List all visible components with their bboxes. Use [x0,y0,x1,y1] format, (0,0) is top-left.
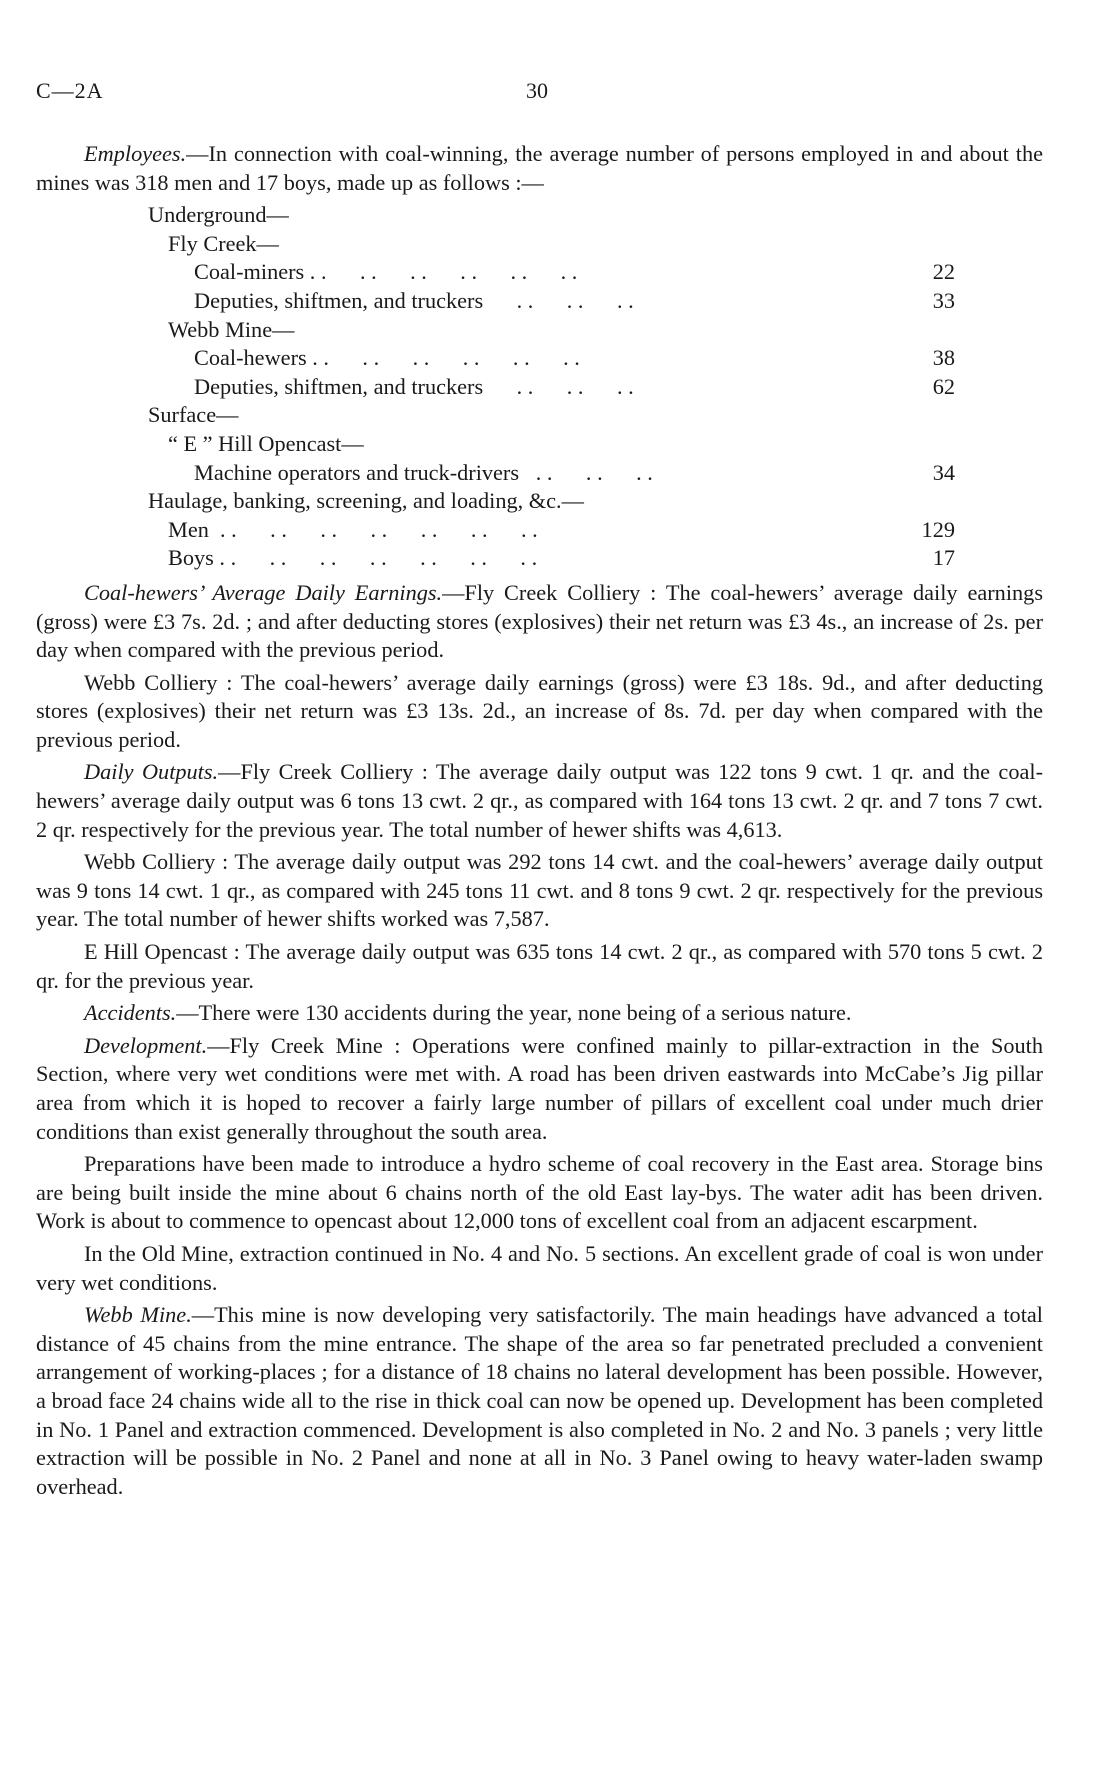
outputs-ehill-paragraph: E Hill Opencast : The average daily output was 635 tons 14 cwt. 2 qr., as compared with 570 tons 5 cwt. 2 qr. for the previous year. [36,939,1043,993]
employees-paragraph [36,140,1043,197]
document-body [36,140,1043,1505]
row-value: 38 [932,345,955,371]
accidents-paragraph [36,999,1043,1028]
earnings-heading: Coal-hewers’ Average Daily Earnings. [84,579,443,605]
document-reference: C—2A [36,78,104,103]
table-row [36,344,1043,373]
row-label: Haulage, banking, screening, and loading, &c.— [148,488,584,514]
page-number: 30 [526,78,548,103]
table-row [36,544,1043,573]
outputs-paragraph [36,758,1043,844]
row-label: Surface— [148,402,239,428]
development-heading: Development. [84,1032,208,1058]
row-value: 33 [932,287,955,313]
row-label: Coal-hewers . . . . . . . . . . . . [194,345,580,371]
table-row [36,316,1043,345]
outputs-webb-paragraph: Webb Colliery : The average daily output was 292 tons 14 cwt. and the coal-hewers’ average daily output was 9 tons 14 cwt. 1 qr., as compared with 245 tons 11 cwt. and 8 tons 9 cwt. 2 qr. respectively for the previous year. The total number of hewer shifts worked was 7,587. [36,849,1043,932]
row-value: 62 [932,373,955,399]
employees-intro: —In connection with coal-winning, the average number of persons employed in and about the mines was 318 men and 17 boys, made up as follows :— [36,141,1043,195]
page-header [36,78,1036,108]
table-row [36,258,1043,287]
row-label: Machine operators and truck-drivers . . . . . . [194,459,653,485]
employees-table [36,201,1043,573]
row-value: 34 [932,459,955,485]
outputs-text: —Fly Creek Colliery : The average daily output was 122 tons 9 cwt. 1 qr. and the coal-hewers’ average daily output was 6 tons 13 cwt. 2 qr., as compared with 164 tons 13 cwt. 2 qr. and 7 tons 7 cwt. 2 qr. respectively for the previous year. The total number of hewer shifts was 4,613. [36,759,1043,842]
table-row [36,401,1043,430]
table-row [36,516,1043,545]
row-value: 22 [932,259,955,285]
table-row [36,459,1043,488]
accidents-text: —There were 130 accidents during the year, none being of a serious nature. [176,1000,852,1026]
development-preparations-paragraph: Preparations have been made to introduce a hydro scheme of coal recovery in the East area. Storage bins are being built inside the mine about 6 chains north of the old East lay-bys. The water adit has been driven. Work is about to commence to opencast about 12,000 tons of excellent coal from an adjacent escarpment. [36,1151,1043,1234]
employees-heading: Employees. [84,141,187,166]
row-label: Underground— [148,202,289,228]
accidents-heading: Accidents. [84,1000,177,1026]
table-row [36,430,1043,459]
row-value: 17 [932,545,955,571]
webb-mine-paragraph [36,1301,1043,1501]
earnings-webb-paragraph: Webb Colliery : The coal-hewers’ average daily earnings (gross) were £3 18s. 9d., and after deducting stores (explosives) their net return was £3 13s. 2d., an increase of 8s. 7d. per day when compared with the previous period. [36,669,1043,752]
outputs-heading: Daily Outputs. [84,759,219,785]
development-paragraph [36,1032,1043,1146]
row-value: 129 [921,516,955,542]
table-row [36,373,1043,402]
row-label: “ E ” Hill Opencast— [168,430,364,456]
development-text: —Fly Creek Mine : Operations were confined mainly to pillar-extraction in the South Section, where very wet conditions were met with. A road has been driven eastwards into McCabe’s Jig pillar area from which it is hoped to recover a fairly large number of pillars of excellent coal under much drier conditions than exist generally throughout the south area. [36,1032,1043,1144]
table-row [36,487,1043,516]
webb-mine-text: —This mine is now developing very satisfactorily. The main headings have advanced a total distance of 45 chains from the mine entrance. The shape of the area so far penetrated precluded a convenient arrangement of working-places ; for a distance of 18 chains no lateral development has been possible. However, a broad face 24 chains wide all to the rise in thick coal can now be opened up. Development has been completed in No. 1 Panel and extraction commenced. Development is also completed in No. 2 and No. 3 panels ; very little extraction will be possible in No. 2 Panel and none at all in No. 3 Panel owing to heavy water-laden swamp overhead. [36,1302,1043,1499]
row-label: Coal-miners . . . . . . . . . . . . [194,259,578,285]
earnings-text: —Fly Creek Colliery : The coal-hewers’ average daily earnings (gross) were £3 7s. 2d. ; and after deducting stores (explosives) their net return was £3 4s., an increase of 2s. per day when compared with the previous period. [36,579,1043,663]
table-row [36,201,1043,230]
row-label: Webb Mine— [168,316,295,342]
development-old-mine-paragraph: In the Old Mine, extraction continued in No. 4 and No. 5 sections. An excellent grade of coal is won under very wet conditions. [36,1240,1043,1295]
row-label: Boys . . . . . . . . . . . . . . [168,545,538,571]
row-label: Deputies, shiftmen, and truckers . . . . . . [194,373,634,399]
earnings-paragraph [36,579,1043,665]
row-label: Fly Creek— [168,230,279,256]
row-label: Deputies, shiftmen, and truckers . . . . . . [194,287,634,313]
table-row [36,230,1043,259]
webb-mine-heading: Webb Mine. [84,1302,192,1328]
table-row [36,287,1043,316]
row-label: Men . . . . . . . . . . . . . . [168,516,538,542]
